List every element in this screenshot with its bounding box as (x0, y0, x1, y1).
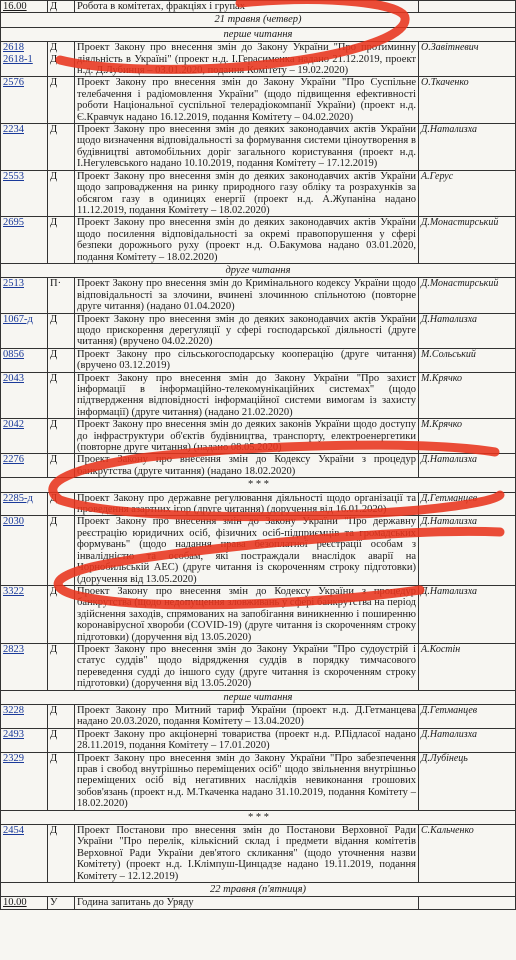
responsible-speaker: Д.Монастирський (419, 278, 516, 313)
bill-number-link[interactable]: 2030 (1, 516, 48, 585)
bill-description: Проект Закону про акціонерні товариства (проект н.д. Р.Підласої надано 28.11.2019, подання Комітету – 17.01.2020) (75, 728, 419, 752)
bill-description: Проект Закону про внесення змін до Закону України "Про судоустрій і статус суддів" щодо відрядження суддів в порядку тимчасового переведення судді до іншого суду (друге читання із скороченням строку підготовки) (доручення від 13.05.2020) (75, 643, 419, 690)
section-row (1, 13, 516, 27)
section-heading: перше читання (1, 27, 516, 41)
item-type: Д (48, 728, 75, 752)
responsible-speaker: Д.Натализха (419, 313, 516, 348)
item-type: Д (48, 77, 75, 124)
agenda-item-row (1, 313, 516, 348)
item-type: Д (48, 825, 75, 883)
bill-description: Проект Закону про внесення змін до Закону України "Про державну реєстрацію юридичних осіб, фізичних осіб-підприємців та громадських формувань" (щодо надання права безоплатної реєстрації особам з інвалідністю та особам, які постраждали внаслідок аварії на Чорнобильській АЕС) (друге читання із скороченням строку підготовки) (доручення від 13.05.2020) (75, 516, 419, 585)
bill-number-link[interactable]: 3228 (1, 704, 48, 728)
item-type: Д (48, 643, 75, 690)
responsible-speaker: Д.Натализха (419, 454, 516, 478)
item-type: Д (48, 170, 75, 217)
responsible-speaker: А.Костін (419, 643, 516, 690)
bill-number-link[interactable]: 2285-д (1, 492, 48, 516)
bill-description: Проект Закону про внесення змін до Закону України "Про Суспільне телебачення і радіомовлення України" (щодо підвищення ефективності роботи Національної суспільної телерадіокомпанії України) (проект н.д. Є.Кравчук надано 16.12.2019, подання Комітету – 04.02.2020) (75, 77, 419, 124)
bill-description: Робота в комітетах, фракціях і групах (75, 1, 419, 13)
item-type: Д (48, 313, 75, 348)
agenda-item-row (1, 704, 516, 728)
item-type: Д (48, 1, 75, 13)
agenda-item-row (1, 42, 516, 77)
agenda-item-row (1, 170, 516, 217)
responsible-speaker (419, 1, 516, 13)
responsible-speaker: М.Сольський (419, 348, 516, 372)
item-type: П· (48, 278, 75, 313)
agenda-item-row (1, 454, 516, 478)
bill-description: Година запитань до Уряду (75, 897, 419, 909)
section-row (1, 690, 516, 704)
bill-number-link[interactable]: 3322 (1, 585, 48, 643)
responsible-speaker: Д.Гетманцев (419, 492, 516, 516)
item-type: Д (48, 419, 75, 454)
agenda-item-row (1, 217, 516, 264)
item-type: Д (48, 704, 75, 728)
bill-description: Проект Закону про внесення змін до деяких законів України щодо доступу до інфраструктури об'єктів будівництва, транспорту, електроенергетики (повторне друге читання) (надано 08.05.2020) (75, 419, 419, 454)
agenda-item-row (1, 752, 516, 810)
bill-number-link[interactable]: 2553 (1, 170, 48, 217)
section-row (1, 27, 516, 41)
item-type: Д (48, 348, 75, 372)
bill-number-link[interactable]: 2276 (1, 454, 48, 478)
item-type: Д (48, 124, 75, 171)
agenda-item-row (1, 124, 516, 171)
responsible-speaker: Д.Гетманцев (419, 704, 516, 728)
bill-description: Проект Закону про внесення змін до Закону України "Про протиминну діяльність в Україні" (проект н.д. І.Герасименка надано 21.12.2019, проект н.д. Д.Лубинця – 03.01.2020, подання Комітету – 19.02.2020) (75, 42, 419, 77)
agenda-item-row (1, 419, 516, 454)
agenda-item-row (1, 728, 516, 752)
section-heading: 21 травня (четвер) (1, 13, 516, 27)
bill-number-link[interactable]: 2513 (1, 278, 48, 313)
bill-description: Проект Закону про внесення змін до Кодексу України з процедур банкрутства (щодо недопущення зловживань у сфері банкрутства на період здійснення заходів, спрямованих на запобігання виникненню і поширенню коронавірусної хвороби (COVID-19) (друге читання із скороченням строку підготовки) (доручення від 13.05.2020) (75, 585, 419, 643)
bill-description: Проект Закону про внесення змін до Закону України "Про захист інформації в інформаційно-телекомунікаційних системах" (щодо підтвердження відповідності інформаційної системи вимогам із захисту інформації) (друге читання) (надано 21.02.2020) (75, 372, 419, 419)
section-heading: друге читання (1, 263, 516, 277)
bill-description: Проект Закону про внесення змін до деяких законодавчих актів України щодо запровадження на ринку природного газу обліку та розрахунків за обсягом газу в одиницях енергії (проект н.д. А.Жупаніна надано 11.12.2019, подання Комітету – 18.02.2020) (75, 170, 419, 217)
agenda-item-row (1, 897, 516, 909)
responsible-speaker: Д.Натализха (419, 585, 516, 643)
bill-number-link[interactable]: 2493 (1, 728, 48, 752)
responsible-speaker: М.Крячко (419, 372, 516, 419)
item-type: У (48, 897, 75, 909)
bill-description: Проект Закону про внесення змін до деяких законодавчих актів України щодо прискорення дерегуляції у сфері господарської діяльності (друге читання) (вручено 04.02.2020) (75, 313, 419, 348)
section-heading: перше читання (1, 690, 516, 704)
agenda-item-row (1, 77, 516, 124)
bill-description: Проект Закону про сільськогосподарську кооперацію (друге читання) (вручено 03.12.2019) (75, 348, 419, 372)
agenda-item-row (1, 348, 516, 372)
bill-description: Проект Закону про державне регулювання діяльності щодо організації та проведення азартних ігор (друге читання) (доручення від 16.01.2020) (75, 492, 419, 516)
bill-description: Проект Закону про внесення змін до Кримінального кодексу України щодо відповідальності за злочини, вчинені злочинною спільнотою (повторне друге читання) (надано 01.04.2020) (75, 278, 419, 313)
item-type: Д (48, 372, 75, 419)
responsible-speaker: Д.Натализха (419, 728, 516, 752)
agenda-item-row (1, 372, 516, 419)
bill-description: Проект Закону про внесення змін до деяких законодавчих актів України щодо визначення відповідальності за формування системи ціноутворення в будівництві автомобільних доріг загального користування (проект н.д. І.Негулевського надано 10.10.2019, подання Комітету – 17.12.2019) (75, 124, 419, 171)
responsible-speaker: Д.Натализха (419, 516, 516, 585)
bill-number-link[interactable]: 2454 (1, 825, 48, 883)
responsible-speaker: С.Кальченко (419, 825, 516, 883)
responsible-speaker: Д.Монастирський (419, 217, 516, 264)
bill-number-link[interactable]: 2823 (1, 643, 48, 690)
responsible-speaker: О.Ткаченко (419, 77, 516, 124)
bill-number-link[interactable]: 2695 (1, 217, 48, 264)
bill-description: Проект Закону про внесення змін до Закону України "Про забезпечення прав і свобод внутрішньо переміщених осіб" щодо звільнення внутрішньо переміщених осіб від негативних наслідків невиконання грошових зобов'язань (проект н.д. М.Ткаченка надано 31.10.2019, подання Комітету – 18.02.2020) (75, 752, 419, 810)
bill-number-link[interactable]: 2618 2618-1 (1, 42, 48, 77)
section-heading: * * * (1, 810, 516, 824)
agenda-item-row (1, 585, 516, 643)
item-type: Д Д (48, 42, 75, 77)
item-type: Д (48, 454, 75, 478)
agenda-item-row (1, 492, 516, 516)
responsible-speaker: Д.Натализха (419, 124, 516, 171)
bill-number-link[interactable]: 1067-д (1, 313, 48, 348)
bill-number-link: 16.00 (1, 1, 48, 13)
responsible-speaker: А.Герус (419, 170, 516, 217)
bill-number-link[interactable]: 2576 (1, 77, 48, 124)
bill-number-link[interactable]: 2234 (1, 124, 48, 171)
agenda-item-row (1, 825, 516, 883)
section-row (1, 883, 516, 897)
bill-number-link: 10.00 (1, 897, 48, 909)
bill-description: Проект Закону про внесення змін до Кодексу України з процедур банкрутства (друге читання) (надано 18.02.2020) (75, 454, 419, 478)
item-type: Д (48, 752, 75, 810)
responsible-speaker: О.Завітневич (419, 42, 516, 77)
bill-description: Проект Постанови про внесення змін до Постанови Верховної Ради України "Про перелік, кількісний склад і предмети відання комітетів Верховної Ради України дев'ятого скликання" (щодо уточнення назви Комітету) (проект н.д. І.Клімпуш-Цинцадзе надано 19.11.2019, подання Комітету – 12.12.2019) (75, 825, 419, 883)
item-type: Д (48, 585, 75, 643)
bill-number-link[interactable]: 2329 (1, 752, 48, 810)
agenda-item-row (1, 516, 516, 585)
section-row (1, 810, 516, 824)
bill-number-link[interactable]: 2042 (1, 419, 48, 454)
agenda-item-row (1, 278, 516, 313)
responsible-speaker (419, 897, 516, 909)
agenda-item-row (1, 1, 516, 13)
item-type: Д (48, 516, 75, 585)
item-type: Д (48, 492, 75, 516)
section-row (1, 478, 516, 492)
agenda-item-row (1, 643, 516, 690)
bill-description: Проект Закону про Митний тариф України (проект н.д. Д.Гетманцева надано 20.03.2020, подання Комітету – 13.04.2020) (75, 704, 419, 728)
responsible-speaker: Д.Лубінець (419, 752, 516, 810)
responsible-speaker: М.Крячко (419, 419, 516, 454)
section-heading: * * * (1, 478, 516, 492)
section-heading: 22 травня (п'ятниця) (1, 883, 516, 897)
agenda-body (1, 1, 516, 910)
section-row (1, 263, 516, 277)
item-type: Д (48, 217, 75, 264)
bill-number-link[interactable]: 2043 (1, 372, 48, 419)
bill-description: Проект Закону про внесення змін до деяких законодавчих актів України щодо посилення відповідальності за окремі правопорушення у сфері безпеки дорожнього руху (проект н.д. О.Бакумова надано 03.01.2020, подання Комітету – 18.02.2020) (75, 217, 419, 264)
bill-number-link[interactable]: 0856 (1, 348, 48, 372)
